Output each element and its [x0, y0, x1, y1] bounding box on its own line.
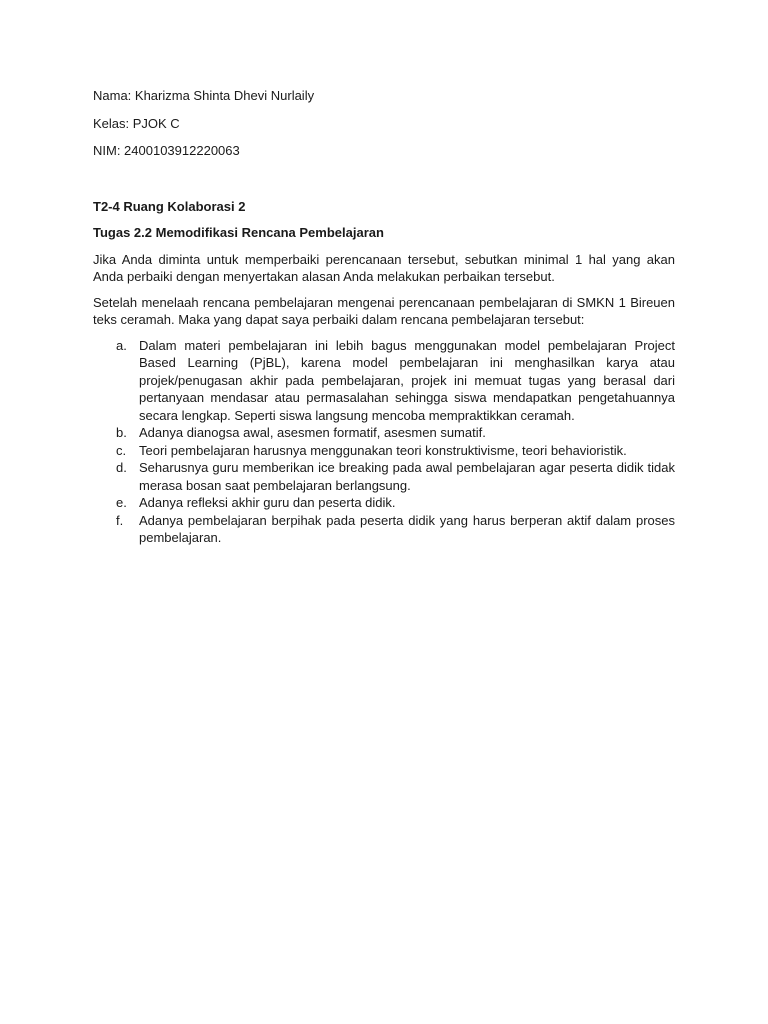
list-marker: e. [116, 495, 127, 510]
list-marker: d. [116, 460, 127, 475]
list-marker: c. [116, 442, 127, 458]
list-marker: f. [116, 512, 124, 528]
list-item-d [93, 459, 675, 494]
list-item-text: Dalam materi pembelajaran ini lebih bagus menggunakan model pembelajaran Project Based Learning (PjBL), karena model pembelajaran ini menghasilkan karya atau projek/penugasan akhir pada pembelajaran, projek ini memuat tugas yang berasal dari pertanyaan mendasar atau permasalahan sehingga siswa mendapatkan pengetahuannya secara lengkap. Seperti siswa langsung mencoba mempraktikkan ceramah. [139, 337, 675, 423]
list-item-b [93, 424, 675, 442]
improvement-list [93, 337, 675, 547]
instruction-paragraph: Jika Anda diminta untuk memperbaiki perencanaan tersebut, sebutkan minimal 1 hal yang akan Anda perbaiki dengan menyertakan alasan Anda melakukan perbaikan tersebut. [93, 251, 675, 284]
room-heading: T2-4 Ruang Kolaborasi 2 [93, 198, 246, 214]
list-item-text: Adanya dianogsa awal, asesmen formatif, asesmen sumatif. [139, 425, 486, 440]
intro-paragraph: Setelah menelaah rencana pembelajaran mengenai perencanaan pembelajaran di SMKN 1 Bireuen teks ceramah. Maka yang dapat saya perbaiki dalam rencana pembelajaran tersebut: [93, 294, 675, 327]
list-marker: a. [116, 337, 127, 353]
list-item-text: Seharusnya guru memberikan ice breaking pada awal pembelajaran agar peserta didik tidak merasa bosan saat pembelajaran berlangsung. [139, 460, 675, 493]
list-item-text: Adanya pembelajaran berpihak pada peserta didik yang harus berperan aktif dalam proses pembelajaran. [139, 512, 675, 545]
student-class: Kelas: PJOK C [93, 115, 180, 131]
student-name: Nama: Kharizma Shinta Dhevi Nurlaily [93, 88, 315, 103]
list-marker: b. [116, 425, 127, 440]
task-heading: Tugas 2.2 Memodifikasi Rencana Pembelajaran [93, 225, 384, 240]
document-page [93, 87, 675, 547]
list-item-text: Adanya refleksi akhir guru dan peserta didik. [139, 495, 396, 510]
student-nim: NIM: 2400103912220063 [93, 143, 240, 158]
section-spacer [93, 170, 675, 198]
list-item-e [93, 494, 675, 512]
list-item-f [93, 512, 675, 547]
list-item-text: Teori pembelajaran harusnya menggunakan teori konstruktivisme, teori behavioristik. [139, 442, 627, 458]
list-item-c [93, 442, 675, 460]
list-item-a [93, 337, 675, 425]
